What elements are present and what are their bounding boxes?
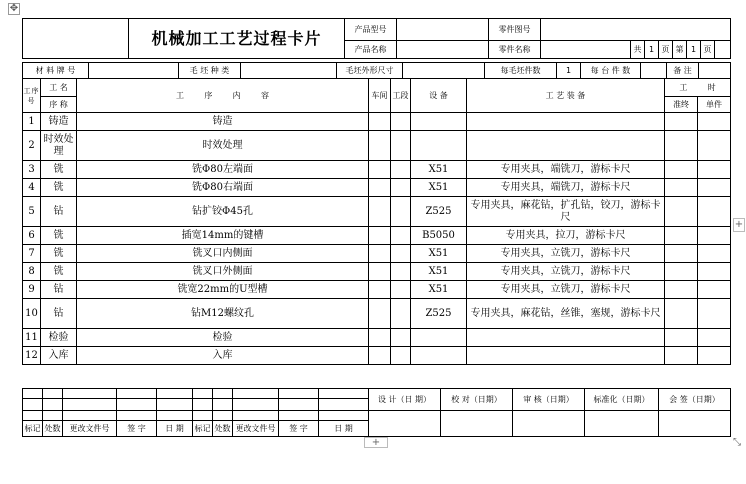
blank-size-value[interactable] bbox=[403, 63, 485, 79]
operation-no[interactable]: 1 bbox=[23, 113, 41, 131]
operation-name[interactable]: 入库 bbox=[41, 347, 77, 365]
review-value[interactable] bbox=[513, 411, 585, 437]
equipment-cell[interactable]: X51 bbox=[411, 161, 467, 179]
workshop-cell[interactable] bbox=[369, 197, 391, 227]
material-no-label: 材 料 牌 号 bbox=[23, 63, 89, 79]
equipment-cell[interactable] bbox=[411, 131, 467, 161]
design-label: 设 计（日 期） bbox=[369, 389, 441, 411]
total-pages[interactable]: 1 bbox=[645, 41, 659, 59]
table-row bbox=[23, 179, 731, 197]
operation-content[interactable]: 铣叉口内侧面 bbox=[77, 245, 369, 263]
prep-time-cell[interactable] bbox=[665, 113, 698, 131]
table-row bbox=[23, 263, 731, 281]
workshop-cell[interactable] bbox=[369, 161, 391, 179]
pieces-per-unit-value[interactable] bbox=[641, 63, 667, 79]
operation-content[interactable]: 铣Φ80右端面 bbox=[77, 179, 369, 197]
prep-time-cell[interactable] bbox=[665, 161, 698, 179]
tooling-cell[interactable]: 专用夹具，拉刀，游标卡尺 bbox=[467, 227, 665, 245]
part-name-label: 零件名称 bbox=[489, 41, 541, 59]
table-row bbox=[23, 281, 731, 299]
part-drawing-no-value[interactable] bbox=[541, 19, 731, 41]
page-no[interactable]: 1 bbox=[687, 41, 701, 59]
workshop-cell[interactable] bbox=[369, 179, 391, 197]
operation-no[interactable]: 4 bbox=[23, 179, 41, 197]
operation-no[interactable]: 7 bbox=[23, 245, 41, 263]
product-name-label: 产品名称 bbox=[345, 41, 397, 59]
unit-time-cell[interactable] bbox=[698, 281, 731, 299]
blank-cell bbox=[23, 19, 129, 59]
tooling-cell[interactable]: 专用夹具，立铣刀，游标卡尺 bbox=[467, 281, 665, 299]
workshop-cell[interactable] bbox=[369, 245, 391, 263]
operation-name[interactable]: 检验 bbox=[41, 329, 77, 347]
product-name-value[interactable] bbox=[397, 41, 489, 59]
table-row bbox=[23, 329, 731, 347]
workshop-cell[interactable] bbox=[369, 329, 391, 347]
tooling-cell[interactable] bbox=[467, 131, 665, 161]
tooling-cell[interactable]: 专用夹具，麻花钻，丝锥，塞规，游标卡尺 bbox=[467, 299, 665, 329]
workshop-cell[interactable] bbox=[369, 131, 391, 161]
process-content-header: 工 序 内 容 bbox=[77, 79, 369, 113]
operation-name[interactable]: 钻 bbox=[41, 299, 77, 329]
time-header: 工 时 bbox=[665, 79, 731, 97]
revision-mark-label: 标记 bbox=[23, 421, 43, 437]
page-no-label: 第 bbox=[673, 41, 687, 59]
equipment-cell[interactable]: X51 bbox=[411, 281, 467, 299]
material-no-value[interactable] bbox=[89, 63, 179, 79]
prep-time-cell[interactable] bbox=[665, 197, 698, 227]
operation-name[interactable]: 铣 bbox=[41, 263, 77, 281]
revision-count-label: 处数 bbox=[43, 421, 63, 437]
operation-content[interactable]: 铣叉口外侧面 bbox=[77, 263, 369, 281]
review-label: 审 核（日期） bbox=[513, 389, 585, 411]
blank-cell bbox=[715, 41, 731, 59]
unit-time-cell[interactable] bbox=[698, 179, 731, 197]
equipment-cell[interactable]: X51 bbox=[411, 263, 467, 281]
prep-time-cell[interactable] bbox=[665, 131, 698, 161]
unit-time-cell[interactable] bbox=[698, 347, 731, 365]
part-name-value[interactable] bbox=[541, 41, 631, 59]
operation-content[interactable]: 钻扩铰Φ45孔 bbox=[77, 197, 369, 227]
section-cell[interactable] bbox=[391, 329, 411, 347]
prep-time-cell[interactable] bbox=[665, 227, 698, 245]
tooling-cell[interactable]: 专用夹具，立铣刀，游标卡尺 bbox=[467, 263, 665, 281]
equipment-cell[interactable]: X51 bbox=[411, 179, 467, 197]
revision-signature-label-2: 签 字 bbox=[279, 421, 319, 437]
unit-time-cell[interactable] bbox=[698, 245, 731, 263]
revision-date-label-2: 日 期 bbox=[319, 421, 369, 437]
operation-name[interactable]: 铸造 bbox=[41, 113, 77, 131]
section-header: 工段 bbox=[391, 79, 411, 113]
tooling-cell[interactable]: 专用夹具，端铣刀，游标卡尺 bbox=[467, 179, 665, 197]
revision-doc-label-2: 更改文件号 bbox=[233, 421, 279, 437]
tooling-cell[interactable] bbox=[467, 329, 665, 347]
equipment-cell[interactable] bbox=[411, 347, 467, 365]
operation-content[interactable]: 铸造 bbox=[77, 113, 369, 131]
countersign-value[interactable] bbox=[659, 411, 731, 437]
section-cell[interactable] bbox=[391, 281, 411, 299]
table-row bbox=[23, 197, 731, 227]
unit-time-cell[interactable] bbox=[698, 263, 731, 281]
product-model-value[interactable] bbox=[397, 19, 489, 41]
tooling-cell[interactable] bbox=[467, 347, 665, 365]
operation-content[interactable]: 入库 bbox=[77, 347, 369, 365]
revision-date-label: 日 期 bbox=[157, 421, 193, 437]
add-column-icon[interactable]: + bbox=[734, 219, 744, 230]
unit-time-cell[interactable] bbox=[698, 161, 731, 179]
operation-name[interactable]: 铣 bbox=[41, 245, 77, 263]
unit-time-cell[interactable] bbox=[698, 227, 731, 245]
equipment-header: 设 备 bbox=[411, 79, 467, 113]
table-row bbox=[23, 113, 731, 131]
operation-content[interactable]: 时效处理 bbox=[77, 131, 369, 161]
pieces-per-unit-label: 每 台 件 数 bbox=[581, 63, 641, 79]
blank-type-value[interactable] bbox=[241, 63, 337, 79]
section-cell[interactable] bbox=[391, 263, 411, 281]
remarks-value[interactable] bbox=[699, 63, 731, 79]
table-row bbox=[23, 245, 731, 263]
tooling-cell[interactable]: 专用夹具，立铣刀，游标卡尺 bbox=[467, 245, 665, 263]
prep-time-cell[interactable] bbox=[665, 245, 698, 263]
equipment-cell[interactable]: X51 bbox=[411, 245, 467, 263]
equipment-cell[interactable] bbox=[411, 329, 467, 347]
process-name-header-1: 工 名 bbox=[41, 79, 77, 97]
add-row-icon[interactable]: + bbox=[364, 437, 388, 448]
operation-no[interactable]: 2 bbox=[23, 131, 41, 161]
unit-time-cell[interactable] bbox=[698, 329, 731, 347]
total-label: 共 bbox=[631, 41, 645, 59]
operation-content[interactable]: 插宽14mm的键槽 bbox=[77, 227, 369, 245]
unit-time-cell[interactable] bbox=[698, 131, 731, 161]
equipment-cell[interactable]: B5050 bbox=[411, 227, 467, 245]
operation-name[interactable]: 铣 bbox=[41, 227, 77, 245]
unit-time-cell[interactable] bbox=[698, 299, 731, 329]
page-label-2: 页 bbox=[701, 41, 715, 59]
operation-name[interactable]: 钻 bbox=[41, 197, 77, 227]
prep-time-cell[interactable] bbox=[665, 281, 698, 299]
equipment-cell[interactable]: Z525 bbox=[411, 197, 467, 227]
workshop-cell[interactable] bbox=[369, 113, 391, 131]
operation-content[interactable]: 铣Φ80左端面 bbox=[77, 161, 369, 179]
tooling-cell[interactable]: 专用夹具，麻花钻，扩孔钻，铰刀，游标卡尺 bbox=[467, 197, 665, 227]
revision-mark-label-2: 标记 bbox=[193, 421, 213, 437]
countersign-label: 会 签（日期） bbox=[659, 389, 731, 411]
equipment-cell[interactable]: Z525 bbox=[411, 299, 467, 329]
section-cell[interactable] bbox=[391, 347, 411, 365]
product-model-label: 产品型号 bbox=[345, 19, 397, 41]
section-cell[interactable] bbox=[391, 299, 411, 329]
workshop-cell[interactable] bbox=[369, 299, 391, 329]
operation-content[interactable]: 钻M12螺纹孔 bbox=[77, 299, 369, 329]
standardize-value[interactable] bbox=[585, 411, 659, 437]
card-title: 机械加工工艺过程卡片 bbox=[129, 19, 345, 59]
operations-body bbox=[23, 113, 731, 365]
section-cell[interactable] bbox=[391, 113, 411, 131]
operation-name[interactable]: 铣 bbox=[41, 161, 77, 179]
operation-no[interactable]: 5 bbox=[23, 197, 41, 227]
prep-time-cell[interactable] bbox=[665, 263, 698, 281]
tooling-cell[interactable] bbox=[467, 113, 665, 131]
prep-time-cell[interactable] bbox=[665, 329, 698, 347]
revision-count-label-2: 处数 bbox=[213, 421, 233, 437]
unit-time-cell[interactable] bbox=[698, 113, 731, 131]
operation-no[interactable]: 11 bbox=[23, 329, 41, 347]
equipment-cell[interactable] bbox=[411, 113, 467, 131]
operation-name[interactable]: 钻 bbox=[41, 281, 77, 299]
table-row bbox=[23, 299, 731, 329]
workshop-header: 车间 bbox=[369, 79, 391, 113]
standardize-label: 标准化（日期） bbox=[585, 389, 659, 411]
operation-no[interactable]: 12 bbox=[23, 347, 41, 365]
table-row bbox=[23, 347, 731, 365]
signoff-block bbox=[22, 388, 731, 437]
operation-no[interactable]: 8 bbox=[23, 263, 41, 281]
prep-time-header: 准终 bbox=[665, 97, 698, 113]
section-cell[interactable] bbox=[391, 227, 411, 245]
table-row bbox=[23, 161, 731, 179]
operation-content[interactable]: 铣宽22mm的U型槽 bbox=[77, 281, 369, 299]
workshop-cell[interactable] bbox=[369, 281, 391, 299]
title-block bbox=[22, 18, 731, 59]
process-no-header: 工序号 bbox=[23, 79, 41, 113]
unit-time-cell[interactable] bbox=[698, 197, 731, 227]
material-row bbox=[22, 62, 731, 79]
workshop-cell[interactable] bbox=[369, 347, 391, 365]
operation-name[interactable]: 时效处理 bbox=[41, 131, 77, 161]
operation-no[interactable]: 3 bbox=[23, 161, 41, 179]
section-cell[interactable] bbox=[391, 245, 411, 263]
page-label: 页 bbox=[659, 41, 673, 59]
section-cell[interactable] bbox=[391, 197, 411, 227]
table-row bbox=[23, 227, 731, 245]
pieces-per-blank-value[interactable]: 1 bbox=[557, 63, 581, 79]
section-cell[interactable] bbox=[391, 161, 411, 179]
table-row bbox=[23, 131, 731, 161]
revision-signature-label: 签 字 bbox=[117, 421, 157, 437]
pieces-per-blank-label: 每毛坯件数 bbox=[485, 63, 557, 79]
design-value[interactable] bbox=[369, 411, 441, 437]
proofread-value[interactable] bbox=[441, 411, 513, 437]
operation-no[interactable]: 9 bbox=[23, 281, 41, 299]
prep-time-cell[interactable] bbox=[665, 179, 698, 197]
workshop-cell[interactable] bbox=[369, 263, 391, 281]
move-handle-icon[interactable]: ✥ bbox=[9, 3, 19, 14]
proofread-label: 校 对（日期） bbox=[441, 389, 513, 411]
tooling-header: 工 艺 装 备 bbox=[467, 79, 665, 113]
prep-time-cell[interactable] bbox=[665, 347, 698, 365]
unit-time-header: 单件 bbox=[698, 97, 731, 113]
blank-size-label: 毛坯外形尺寸 bbox=[337, 63, 403, 79]
operation-content[interactable]: 检验 bbox=[77, 329, 369, 347]
section-cell[interactable] bbox=[391, 131, 411, 161]
workshop-cell[interactable] bbox=[369, 227, 391, 245]
operation-no[interactable]: 6 bbox=[23, 227, 41, 245]
operation-name[interactable]: 铣 bbox=[41, 179, 77, 197]
prep-time-cell[interactable] bbox=[665, 299, 698, 329]
revision-doc-label: 更改文件号 bbox=[63, 421, 117, 437]
remarks-label: 备 注 bbox=[667, 63, 699, 79]
operation-no[interactable]: 10 bbox=[23, 299, 41, 329]
section-cell[interactable] bbox=[391, 179, 411, 197]
part-drawing-no-label: 零件图号 bbox=[489, 19, 541, 41]
blank-type-label: 毛 坯 种 类 bbox=[179, 63, 241, 79]
table-resize-icon[interactable]: ⤡ bbox=[733, 437, 741, 448]
process-name-header-2: 序 称 bbox=[41, 97, 77, 113]
tooling-cell[interactable]: 专用夹具，端铣刀，游标卡尺 bbox=[467, 161, 665, 179]
operations-table bbox=[22, 78, 731, 365]
